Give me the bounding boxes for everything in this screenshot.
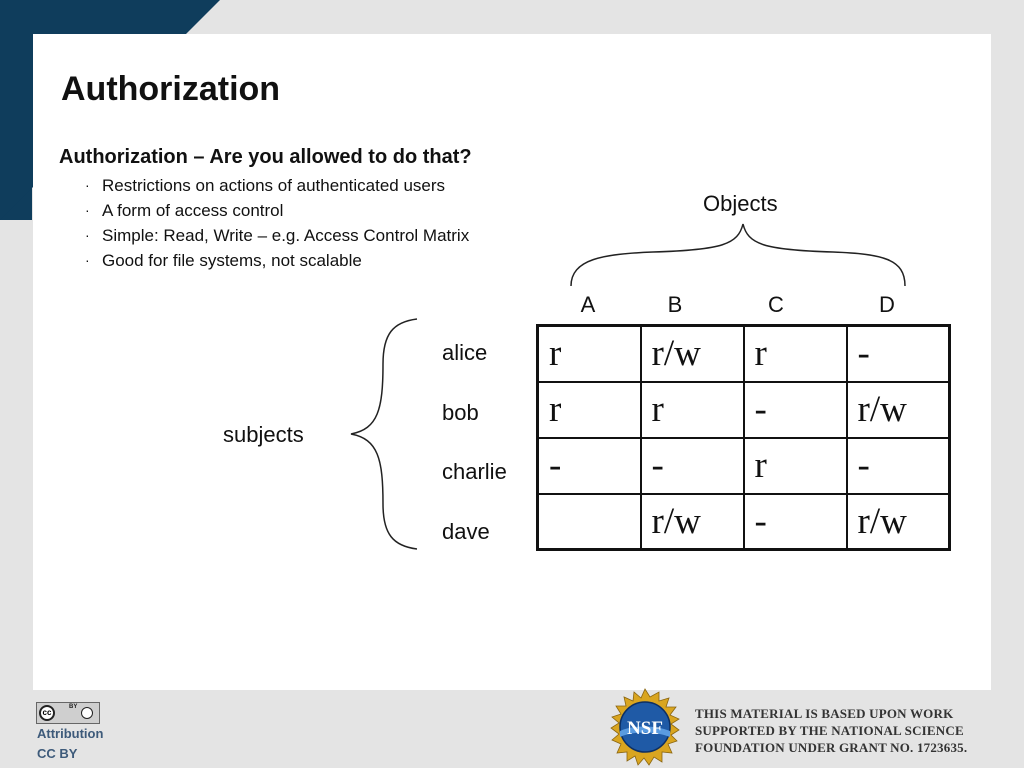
bullet-item: · Simple: Read, Write – e.g. Access Control Matrix <box>83 223 469 248</box>
matrix-row <box>538 494 950 550</box>
nsf-logo-icon <box>606 688 684 766</box>
matrix-row <box>538 382 950 438</box>
matrix-cell: r/w <box>847 494 950 550</box>
matrix-cell: r <box>641 382 744 438</box>
matrix-cell: r <box>744 438 847 494</box>
slide-title: Authorization <box>61 70 281 108</box>
bullet-item: · A form of access control <box>83 198 469 223</box>
nsf-logo-text: NSF <box>627 718 663 739</box>
matrix-row <box>538 438 950 494</box>
license-line-1: Attribution <box>37 726 104 741</box>
matrix-cell: - <box>847 326 950 382</box>
slide-content <box>33 34 991 690</box>
subjects-label: subjects <box>223 422 304 447</box>
matrix-cell: r/w <box>641 326 744 382</box>
bullet-item: · Restrictions on actions of authenticated users <box>83 173 469 198</box>
grant-line: THIS MATERIAL IS BASED UPON WORK <box>695 706 954 721</box>
matrix-cell <box>538 494 641 550</box>
bullet-dot: · <box>85 227 90 243</box>
license-line-2: CC BY <box>37 746 78 761</box>
objects-brace <box>571 224 905 286</box>
row-label-dave: dave <box>442 519 490 544</box>
subjects-brace <box>351 319 417 549</box>
matrix-cell: r/w <box>641 494 744 550</box>
column-label-a: A <box>580 292 596 317</box>
creative-commons-by-icon <box>36 702 100 724</box>
cc-badge-label: BY <box>69 704 78 710</box>
matrix-cell: r <box>538 326 641 382</box>
matrix-cell: r <box>744 326 847 382</box>
access-control-matrix <box>536 324 951 551</box>
row-label-charlie: charlie <box>442 459 507 484</box>
cc-logo-icon: cc <box>39 705 55 721</box>
matrix-cell: - <box>744 382 847 438</box>
bullet-dot: · <box>85 202 90 218</box>
matrix-cell: - <box>641 438 744 494</box>
matrix-cell: - <box>744 494 847 550</box>
grant-acknowledgement <box>695 705 967 756</box>
matrix-row <box>538 326 950 382</box>
column-label-c: C <box>768 292 784 317</box>
matrix-cell: - <box>538 438 641 494</box>
objects-label: Objects <box>703 191 778 216</box>
matrix-cell: - <box>847 438 950 494</box>
slide-subtitle: Authorization – Are you allowed to do that? <box>59 146 472 168</box>
column-label-d: D <box>879 292 895 317</box>
matrix-cell: r/w <box>847 382 950 438</box>
row-label-bob: bob <box>442 400 479 425</box>
matrix-cell: r <box>538 382 641 438</box>
bullet-dot: · <box>85 177 90 193</box>
row-label-alice: alice <box>442 340 488 365</box>
person-icon <box>81 707 93 719</box>
column-label-b: B <box>667 292 683 317</box>
bullet-dot: · <box>85 252 90 268</box>
bullet-item: · Good for file systems, not scalable <box>83 248 469 273</box>
grant-line: FOUNDATION UNDER GRANT NO. 1723635. <box>695 740 968 755</box>
grant-line: SUPPORTED BY THE NATIONAL SCIENCE <box>695 723 964 738</box>
